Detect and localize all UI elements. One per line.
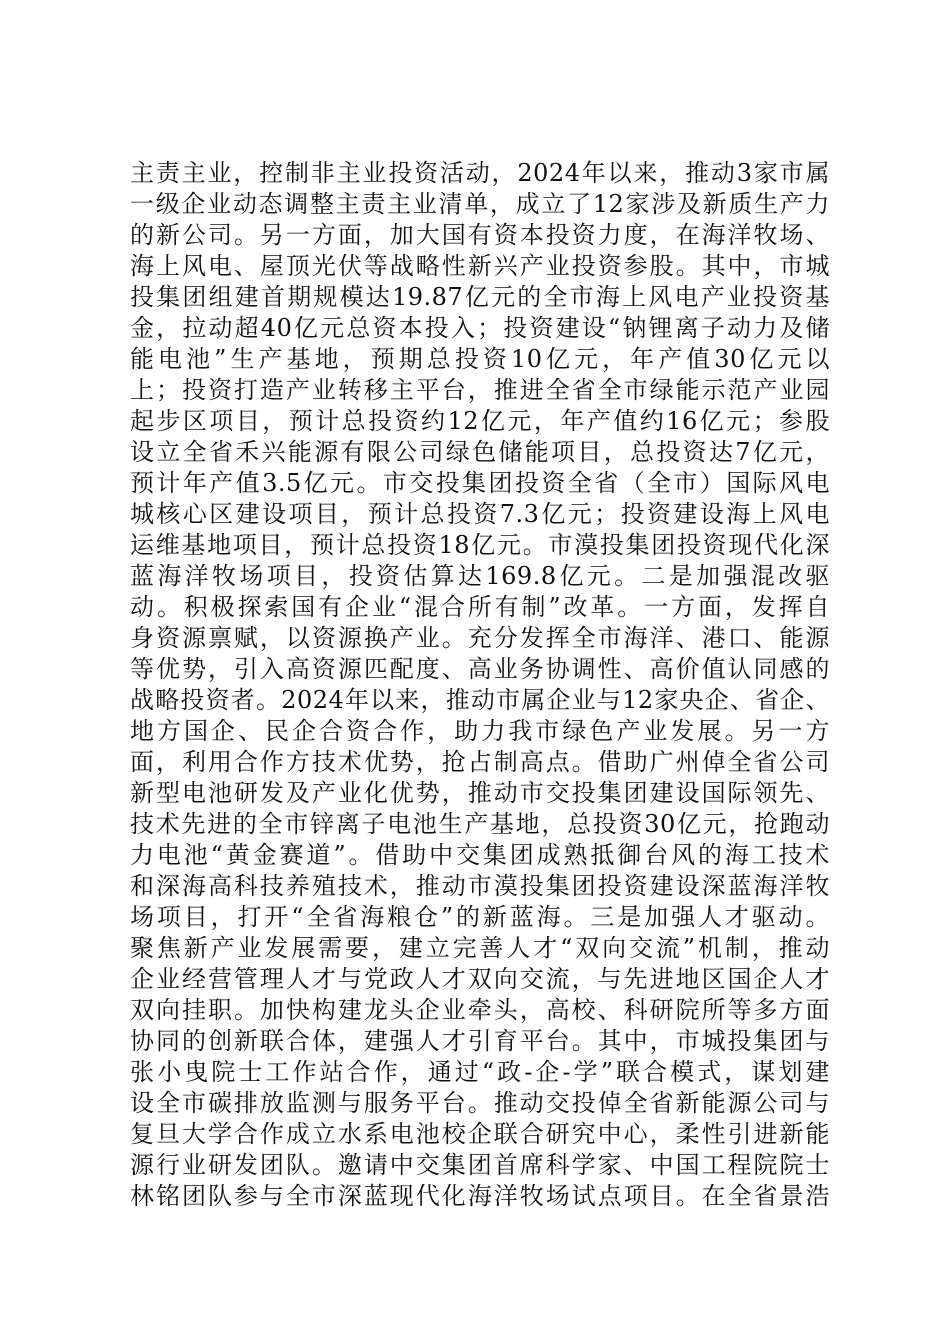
text-line: 预计年产值3.5亿元。市交投集团投资全省（全市）国际风电 [130,469,830,497]
text-line: 运维基地项目，预计总投资18亿元。市漠投集团投资现代化深 [130,531,830,559]
text-line: 设立全省禾兴能源有限公司绿色储能项目，总投资达7亿元， [130,438,830,466]
text-line: 起步区项目，预计总投资约12亿元，年产值约16亿元；参股 [130,407,830,435]
text-line: 地方国企、民企合资合作，助力我市绿色产业发展。另一方 [130,717,830,745]
text-line: 双向挂职。加快构建龙头企业牵头，高校、科研院所等多方面 [130,996,830,1024]
text-line: 场项目，打开“全省海粮仓”的新蓝海。三是加强人才驱动。 [130,903,830,931]
text-line: 新型电池研发及产业化优势，推动市交投集团建设国际领先、 [130,779,830,807]
text-line: 主责主业，控制非主业投资活动，2024年以来，推动3家市属 [130,159,830,187]
text-line: 战略投资者。2024年以来，推动市属企业与12家央企、省企、 [130,686,830,714]
text-line: 的新公司。另一方面，加大国有资本投资力度，在海洋牧场、 [130,221,830,249]
text-line: 张小曳院士工作站合作，通过“政-企-学”联合模式，谋划建 [130,1058,830,1086]
text-line: 复旦大学合作成立水系电池校企联合研究中心，柔性引进新能 [130,1120,830,1148]
text-line: 动。积极探索国有企业“混合所有制”改革。一方面，发挥自 [130,593,830,621]
text-line: 能电池”生产基地，预期总投资10亿元，年产值30亿元以 [130,345,830,373]
text-line: 金，拉动超40亿元总资本投入；投资建设“钠锂离子动力及储 [130,314,830,342]
text-line: 力电池“黄金赛道”。借助中交集团成熟抵御台风的海工技术 [130,841,830,869]
text-line: 源行业研发团队。邀请中交集团首席科学家、中国工程院院士 [130,1151,830,1179]
text-line: 身资源禀赋，以资源换产业。充分发挥全市海洋、港口、能源 [130,624,830,652]
text-line: 面，利用合作方技术优势，抢占制高点。借助广州倬全省公司 [130,748,830,776]
text-line: 聚焦新产业发展需要，建立完善人才“双向交流”机制，推动 [130,934,830,962]
text-line: 蓝海洋牧场项目，投资估算达169.8亿元。二是加强混改驱 [130,562,830,590]
text-line: 和深海高科技养殖技术，推动市漠投集团投资建设深蓝海洋牧 [130,872,830,900]
text-line: 林铭团队参与全市深蓝现代化海洋牧场试点项目。在全省景浩 [130,1182,830,1210]
text-line: 协同的创新联合体，建强人才引育平台。其中，市城投集团与 [130,1027,830,1055]
text-line: 一级企业动态调整主责主业清单，成立了12家涉及新质生产力 [130,190,830,218]
text-line: 设全市碳排放监测与服务平台。推动交投倬全省新能源公司与 [130,1089,830,1117]
body-paragraph [130,158,830,1212]
text-line: 投集团组建首期规模达19.87亿元的全市海上风电产业投资基 [130,283,830,311]
text-line: 上；投资打造产业转移主平台，推进全省全市绿能示范产业园 [130,376,830,404]
text-line: 技术先进的全市锌离子电池生产基地，总投资30亿元，抢跑动 [130,810,830,838]
text-line: 海上风电、屋顶光伏等战略性新兴产业投资参股。其中，市城 [130,252,830,280]
text-line: 等优势，引入高资源匹配度、高业务协调性、高价值认同感的 [130,655,830,683]
text-line: 企业经营管理人才与党政人才双向交流，与先进地区国企人才 [130,965,830,993]
text-line: 城核心区建设项目，预计总投资7.3亿元；投资建设海上风电 [130,500,830,528]
